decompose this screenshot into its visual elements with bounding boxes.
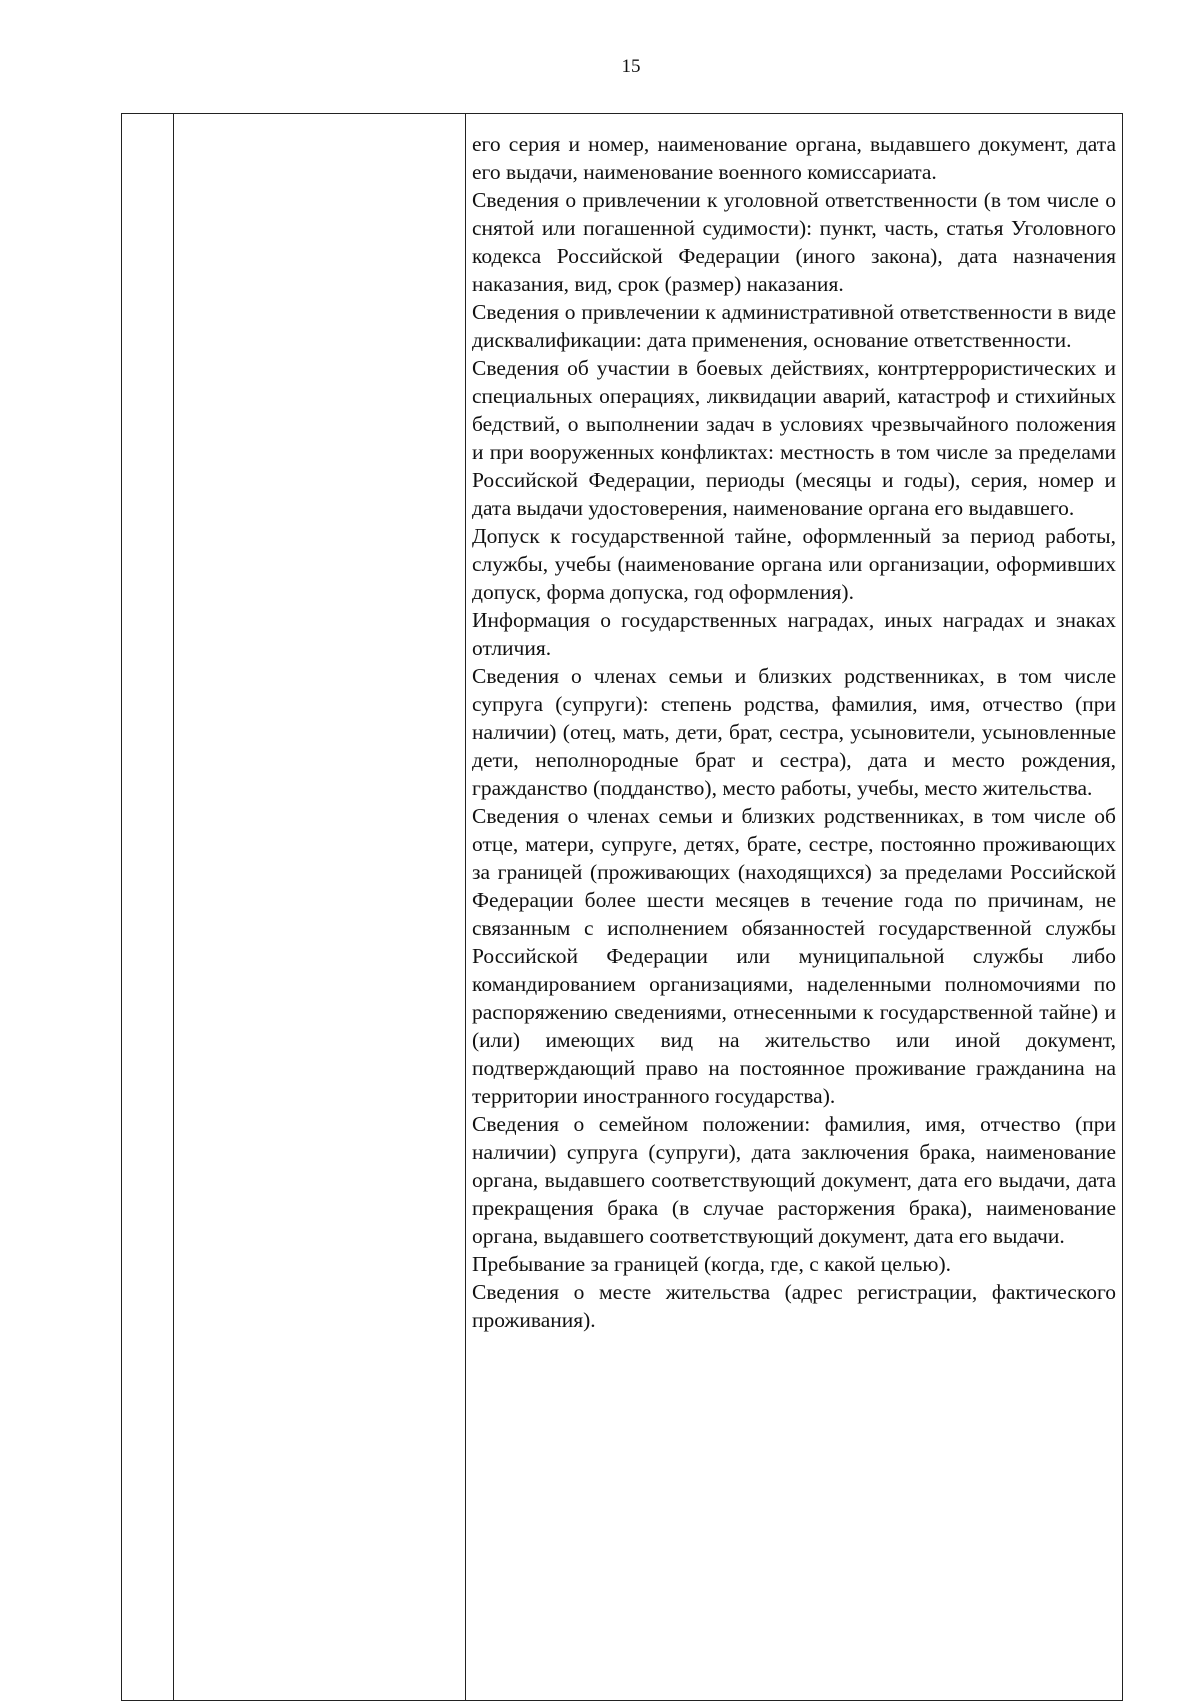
table-row [122,114,1123,1701]
paragraph: Сведения о членах семьи и близких родственниках, в том числе супруга (супруги): степень родства, фамилия, имя, отчество (при наличии) (отец, мать, дети, брат, сестра, усыновители, усыновленные дети, неполнородные брат и сестра), дата и место рождения, гражданство (подданство), место работы, учебы, место жительства. [472,664,1116,800]
paragraph: его серия и номер, наименование органа, выдавшего документ, дата его выдачи, наименование военного комиссариата. [472,132,1116,184]
page-number: 15 [621,56,641,77]
table-cell-category [174,114,466,1701]
paragraph: Сведения о месте жительства (адрес регистрации, фактического проживания). [472,1280,1116,1332]
content-block [466,114,1122,1700]
paragraph: Сведения о семейном положении: фамилия, имя, отчество (при наличии) супруга (супруги), дата заключения брака, наименование органа, выдавшего соответствующий документ, дата его выдачи, дата прекращения брака (в случае расторжения брака), наименование органа, выдавшего соответствующий документ, дата его выдачи. [472,1112,1116,1248]
paragraph: Сведения об участии в боевых действиях, контртеррористических и специальных операциях, ликвидации аварий, катастроф и стихийных бедствий, о выполнении задач в условиях чрезвычайного положения и при вооруженных конфликтах: местность в том числе за пределами Российской Федерации, периоды (месяцы и годы), серия, номер и дата выдачи удостоверения, наименование органа его выдавшего. [472,356,1116,520]
table-cell-number [122,114,174,1701]
table-cell-content [466,114,1123,1701]
paragraph: Сведения о членах семьи и близких родственниках, в том числе об отце, матери, супруге, детях, брате, сестре, постоянно проживающих за границей (проживающих (находящихся) за пределами Российской Федерации более шести месяцев в течение года по причинам, не связанным с исполнением обязанностей государственной службы Российской Федерации или муниципальной службы либо командированием организациями, наделенными полномочиями по распоряжению сведениями, отнесенными к государственной тайне) и (или) имеющих вид на жительство или иной документ, подтверждающий право на постоянное проживание гражданина на территории иностранного государства). [472,804,1116,1108]
paragraph: Сведения о привлечении к административной ответственности в виде дисквалификации: дата применения, основание ответственности. [472,300,1116,352]
paragraph: Допуск к государственной тайне, оформленный за период работы, службы, учебы (наименование органа или организации, оформивших допуск, форма допуска, год оформления). [472,524,1116,604]
paragraph: Пребывание за границей (когда, где, с какой целью). [472,1252,951,1276]
document-table [121,113,1123,1701]
paragraph: Информация о государственных наградах, иных наградах и знаках отличия. [472,608,1116,660]
paragraph: Сведения о привлечении к уголовной ответственности (в том числе о снятой или погашенной судимости): пункт, часть, статья Уголовного кодекса Российской Федерации (иного закона), дата назначения наказания, вид, срок (размер) наказания. [472,188,1116,296]
